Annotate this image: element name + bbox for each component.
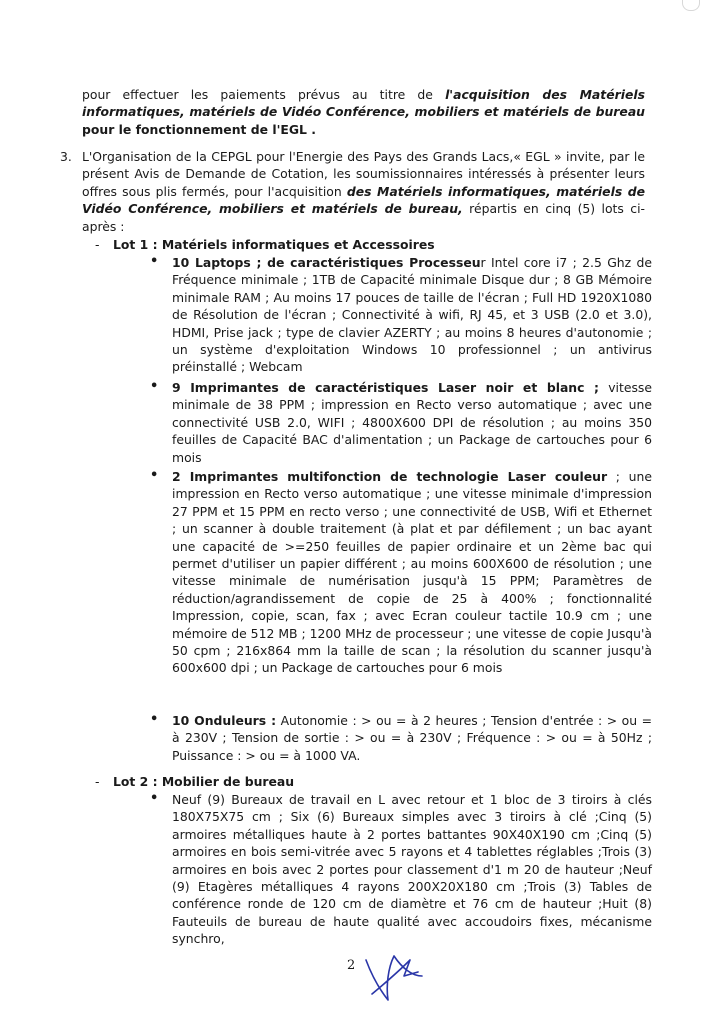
- lot-dash: -: [95, 237, 100, 252]
- bullet-printers-bw: [172, 379, 652, 466]
- item3-tail: répartis en cinq (5) lots ci-après :: [82, 201, 646, 234]
- item3-paragraph: [82, 148, 645, 235]
- bullet-bold: 10 Onduleurs :: [172, 713, 277, 728]
- bullet-text: r Intel core i7 ; 2.5 Ghz de Fréquence minimale ; 1TB de Capacité minimale Disque dur ; 8 GB Mémoire minimale RAM ; Au moins 17 pouces de taille de l'écran ; Full HD 1920X1080 de Résolution de l'écran ; Connectivité à wifi, RJ 45, et 3 USB (2.0 et 3.0), HDMI, Prise jack ; type de clavier AZERTY ; au moins 8 heures d'autonomie ; un système d'exploitation Windows 10 professionnel ; un antivirus préinstallé ; Webcam: [172, 255, 652, 375]
- bullet-bold: 10 Laptops ; de caractéristiques Processeu: [172, 255, 481, 270]
- item3-bold-text: des Matériels informatiques, matériels de Vidéo Conférence, mobiliers et matériels de bureau,: [82, 183, 645, 217]
- signature-mark: [358, 946, 428, 1006]
- intro-paragraph: [82, 86, 645, 138]
- lot2-heading: Lot 2 : Mobilier de bureau: [113, 774, 295, 789]
- bullet-bold: 2 Imprimantes multifonction de technologie Laser couleur: [172, 469, 608, 484]
- bullet-laptops: [172, 254, 652, 376]
- lot-dash: -: [95, 774, 100, 789]
- bullet-text: Neuf (9) Bureaux de travail en L avec retour et 1 bloc de 3 tiroirs à clés 180X75X75 cm ; Six (6) Bureaux simples avec 3 tiroirs à clé ;Cinq (5) armoires métalliques haute à 2 portes battantes 90X40X190 cm ;Cinq (5) armoires en bois semi-vitrée avec 5 rayons et 4 tablettes réglables ;Trois (3) armoires en bois avec 2 portes pour classement d'1 m 20 de hauteur ;Neuf (9) Etagères métalliques 4 rayons 200X20X180 cm ;Trois (3) Tables de conférence ronde de 120 cm de diamètre et 76 cm de hauteur ;Huit (8) Fauteuils de bureau de haute qualité avec accoudoirs fixes, mécanisme synchro,: [172, 792, 652, 947]
- intro-bold-tail: pour le fonctionnement de l'EGL .: [82, 121, 316, 137]
- bullet-text: Autonomie : > ou = à 2 heures ; Tension d'entrée : > ou = à 230V ; Tension de sortie : > ou = à 230V ; Fréquence : > ou = à 50Hz ; Puissance : > ou = à 1000 VA.: [172, 713, 652, 763]
- intro-bold-text: l'acquisition des Matériels informatiques, matériels de Vidéo Conférence, mobiliers et matériels de bureau: [82, 87, 645, 120]
- bullet-text: vitesse minimale de 38 PPM ; impression en Recto verso automatique ; avec une connectivité USB 2.0, WIFI ; 4800X600 DPI de résolution ; au moins 350 feuilles de Capacité BAC d'alimentation ; un Package de cartouches pour 6 mois: [172, 380, 653, 465]
- bullet-dot: •: [150, 791, 159, 806]
- page-corner-mark: [682, 0, 700, 11]
- bullet-ups: [172, 712, 652, 764]
- bullet-dot: •: [150, 468, 159, 483]
- bullet-dot: •: [150, 254, 159, 269]
- lot1-heading: Lot 1 : Matériels informatiques et Accessoires: [113, 237, 435, 252]
- item3-text: L'Organisation de la CEPGL pour l'Energie des Pays des Grands Lacs,« EGL » invite, par le présent Avis de Demande de Cotation, les soumissionnaires intéressés à présenter leurs offres sous plis fermés, pour l'acquisition: [82, 149, 645, 199]
- page-number: 2: [347, 958, 356, 973]
- bullet-printers-color: [172, 468, 652, 677]
- bullet-furniture: [172, 791, 652, 948]
- intro-text: pour effectuer les paiements prévus au titre de: [82, 87, 446, 102]
- bullet-bold: 9 Imprimantes de caractéristiques Laser noir et blanc ;: [172, 380, 600, 395]
- item-number: 3.: [60, 149, 72, 164]
- bullet-text: ; une impression en Recto verso automatique ; une vitesse minimale d'impression 27 PPM et 15 PPM en recto verso ; une connectivité de USB, Wifi et Ethernet ; un scanner à double traitement (à plat et par défilement ; un bac ayant une capacité de >=250 feuilles de papier ordinaire et un 2ème bac qui permet d'utiliser un papier différent ; au moins 600X600 de résolution ; une vitesse minimale de numérisation jusqu'à 15 PPM; Paramètres de réduction/agrandissement de copie de 25 à 400% ; fonctionnalité Impression, copie, scan, fax ; avec Ecran couleur tactile 10.9 cm ; une mémoire de 512 MB ; 1200 MHz de processeur ; une vitesse de copie Jusqu'à 50 cpm ; 216x864 mm la taille de scan ; la résolution du scanner jusqu'à 600x600 dpi ; un Package de cartouches pour 6 mois: [172, 469, 652, 676]
- bullet-dot: •: [150, 379, 159, 394]
- bullet-dot: •: [150, 712, 159, 727]
